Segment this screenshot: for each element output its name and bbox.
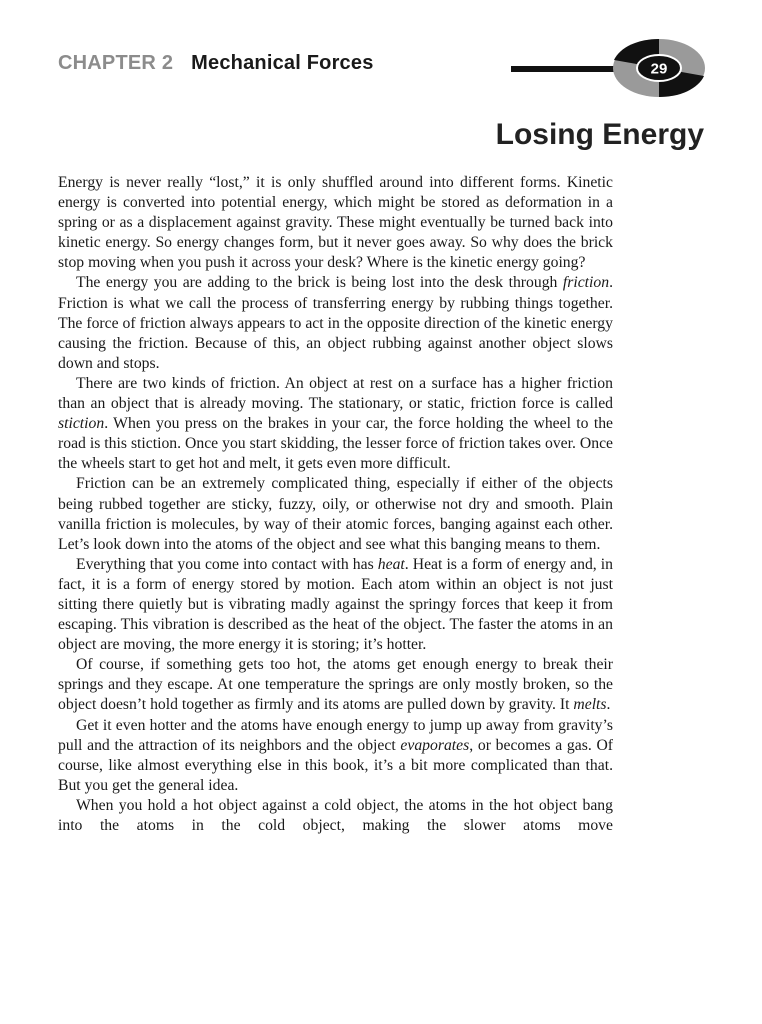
text-run: , or becomes a gas. Of course, like almost everything else in this book, it’s a bit more complicated than that. But you get the general idea. — [58, 736, 613, 794]
paragraph — [58, 474, 613, 554]
chapter-label: CHAPTER 2 — [58, 52, 174, 74]
text-run: . Heat is a form of energy and, in fact, it is a form of energy stored by motion. Each atom within an object is not just sitting there quietly but is vibrating madly against the springy forces that keep it from escaping. This vibration is described as the heat of the object. The faster the atoms in an object are moving, the more energy it is storing; it’s hotter. — [58, 555, 613, 654]
text-run: Friction can be an extremely complicated thing, especially if either of the objects being rubbed together are sticky, fuzzy, oily, or otherwise not dry and smooth. Plain vanilla friction is molecules, by way of their atomic forces, banging against each other. Let’s look down into the atoms of the object and see what this banging means to them. — [58, 475, 613, 553]
italic-term: stiction — [58, 415, 105, 433]
italic-term: friction — [562, 274, 610, 292]
paragraph — [58, 716, 613, 796]
paragraph — [58, 655, 613, 715]
text-run: Energy is never really “lost,” it is only shuffled around into different forms. Kinetic energy is converted into potential energy, which might be stored as deformation in a spring or as a displacement against gravity. These might eventually be turned back into kinetic energy. So energy changes form, but it never goes away. So why does the brick stop moving when you push it across your desk? Where is the kinetic energy going? — [58, 174, 613, 272]
text-run: Get it even hotter and the atoms have enough energy to jump up away from gravity’s pull and the attraction of its neighbors and the object — [58, 716, 613, 754]
text-run: The energy you are adding to the brick is being lost into the desk through — [76, 274, 563, 292]
paragraph — [58, 555, 613, 655]
italic-term: melts — [573, 696, 607, 714]
text-run: . Friction is what we call the process of transferring energy by rubbing things together. The force of friction always appears to act in the opposite direction of the kinetic energy causing the friction. Because of this, an object rubbing against another object slows down and stops. — [58, 274, 613, 372]
italic-term: evaporates — [400, 736, 470, 754]
italic-term: heat — [377, 555, 405, 573]
paragraph — [58, 374, 613, 474]
text-run: . — [606, 696, 611, 714]
text-run: Everything that you come into contact with has — [76, 555, 378, 573]
running-header — [58, 52, 374, 75]
text-run: When you hold a hot object against a cold object, the atoms in the hot object bang into the atoms in the cold object, making the slower atoms move — [58, 796, 613, 834]
paragraph — [58, 796, 613, 836]
chapter-title: Mechanical Forces — [191, 52, 374, 74]
paragraph — [58, 273, 613, 373]
text-run: . When you press on the brakes in your car, the force holding the wheel to the road is this stiction. Once you start skidding, the lesser force of friction takes over. Once the wheels start to get hot and melt, it gets even more difficult. — [58, 415, 613, 473]
section-title: Losing Energy — [495, 118, 704, 151]
body-text — [58, 173, 613, 836]
paragraph — [58, 173, 613, 273]
text-run: There are two kinds of friction. An object at rest on a surface has a higher friction than an object that is already moving. The stationary, or static, friction force is called — [58, 374, 613, 413]
page-number: 29 — [650, 60, 668, 78]
page-number-badge — [612, 38, 706, 98]
text-run: Of course, if something gets too hot, the atoms get enough energy to break their springs and they escape. At one temperature the springs are only mostly broken, so the object doesn’t hold together as firmly and its atoms are pulled down by gravity. It — [58, 656, 613, 714]
